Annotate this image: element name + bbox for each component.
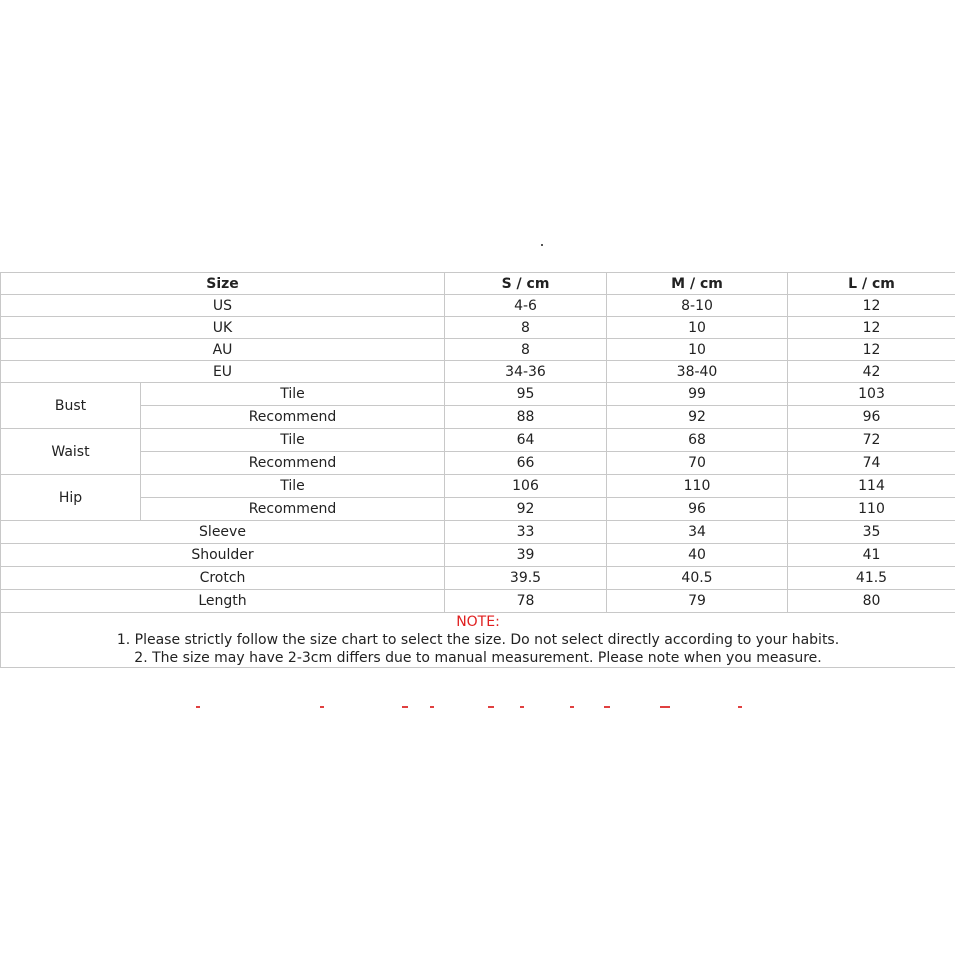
cell-m: 40.5	[607, 567, 788, 590]
row-label: AU	[1, 339, 445, 361]
cell-l: 114	[788, 475, 955, 498]
group-label-bust: Bust	[1, 383, 141, 429]
sub-row-label: Recommend	[141, 406, 445, 429]
table-row	[1, 567, 955, 590]
cell-l: 12	[788, 317, 955, 339]
cell-l: 12	[788, 295, 955, 317]
table-row	[1, 406, 955, 429]
cell-l: 12	[788, 339, 955, 361]
cell-l: 80	[788, 590, 955, 613]
header-s: S / cm	[445, 273, 607, 295]
sub-row-label: Recommend	[141, 498, 445, 521]
cell-s: 95	[445, 383, 607, 406]
cell-s: 4-6	[445, 295, 607, 317]
group-label-hip: Hip	[1, 475, 141, 521]
cell-l: 41	[788, 544, 955, 567]
cell-m: 110	[607, 475, 788, 498]
table-row	[1, 429, 955, 452]
cell-s: 8	[445, 317, 607, 339]
cell-l: 41.5	[788, 567, 955, 590]
cell-s: 78	[445, 590, 607, 613]
cell-s: 39.5	[445, 567, 607, 590]
cell-s: 92	[445, 498, 607, 521]
cell-l: 42	[788, 361, 955, 383]
note-title: NOTE:	[456, 614, 500, 630]
cell-m: 68	[607, 429, 788, 452]
cell-l: 96	[788, 406, 955, 429]
cell-s: 88	[445, 406, 607, 429]
sub-row-label: Tile	[141, 429, 445, 452]
cell-m: 92	[607, 406, 788, 429]
cell-m: 70	[607, 452, 788, 475]
cell-m: 38-40	[607, 361, 788, 383]
cell-m: 34	[607, 521, 788, 544]
table-row	[1, 339, 955, 361]
cell-m: 96	[607, 498, 788, 521]
cell-m: 99	[607, 383, 788, 406]
table-row	[1, 452, 955, 475]
cell-l: 74	[788, 452, 955, 475]
cell-s: 64	[445, 429, 607, 452]
cell-m: 10	[607, 317, 788, 339]
note-cell	[1, 613, 955, 668]
sub-row-label: Tile	[141, 475, 445, 498]
table-row	[1, 475, 955, 498]
row-label: Shoulder	[1, 544, 445, 567]
note-row	[1, 613, 955, 668]
cell-s: 8	[445, 339, 607, 361]
cell-s: 33	[445, 521, 607, 544]
sub-row-label: Recommend	[141, 452, 445, 475]
cropped-red-text-fragment	[190, 704, 750, 710]
note-line-1: 1. Please strictly follow the size chart to select the size. Do not select directly according to your habits.	[116, 632, 840, 648]
cell-m: 79	[607, 590, 788, 613]
table-row	[1, 521, 955, 544]
row-label: UK	[1, 317, 445, 339]
header-m: M / cm	[607, 273, 788, 295]
header-size: Size	[1, 273, 445, 295]
row-label: US	[1, 295, 445, 317]
table-row	[1, 544, 955, 567]
group-label-waist: Waist	[1, 429, 141, 475]
table-row	[1, 361, 955, 383]
cell-m: 8-10	[607, 295, 788, 317]
row-label: Length	[1, 590, 445, 613]
table-row	[1, 317, 955, 339]
cell-m: 10	[607, 339, 788, 361]
cell-s: 39	[445, 544, 607, 567]
cell-l: 103	[788, 383, 955, 406]
cell-l: 110	[788, 498, 955, 521]
note-line-2: 2. The size may have 2-3cm differs due to manual measurement. Please note when you measure.	[134, 650, 822, 666]
row-label: EU	[1, 361, 445, 383]
row-label: Sleeve	[1, 521, 445, 544]
table-row	[1, 590, 955, 613]
row-label: Crotch	[1, 567, 445, 590]
table-row	[1, 498, 955, 521]
cell-l: 72	[788, 429, 955, 452]
sub-row-label: Tile	[141, 383, 445, 406]
table-row	[1, 383, 955, 406]
cell-s: 34-36	[445, 361, 607, 383]
cell-m: 40	[607, 544, 788, 567]
cell-l: 35	[788, 521, 955, 544]
header-row	[1, 273, 955, 295]
header-l: L / cm	[788, 273, 955, 295]
cell-s: 106	[445, 475, 607, 498]
stray-dot	[541, 244, 543, 246]
cell-s: 66	[445, 452, 607, 475]
size-chart-table	[0, 272, 955, 668]
table-row	[1, 295, 955, 317]
